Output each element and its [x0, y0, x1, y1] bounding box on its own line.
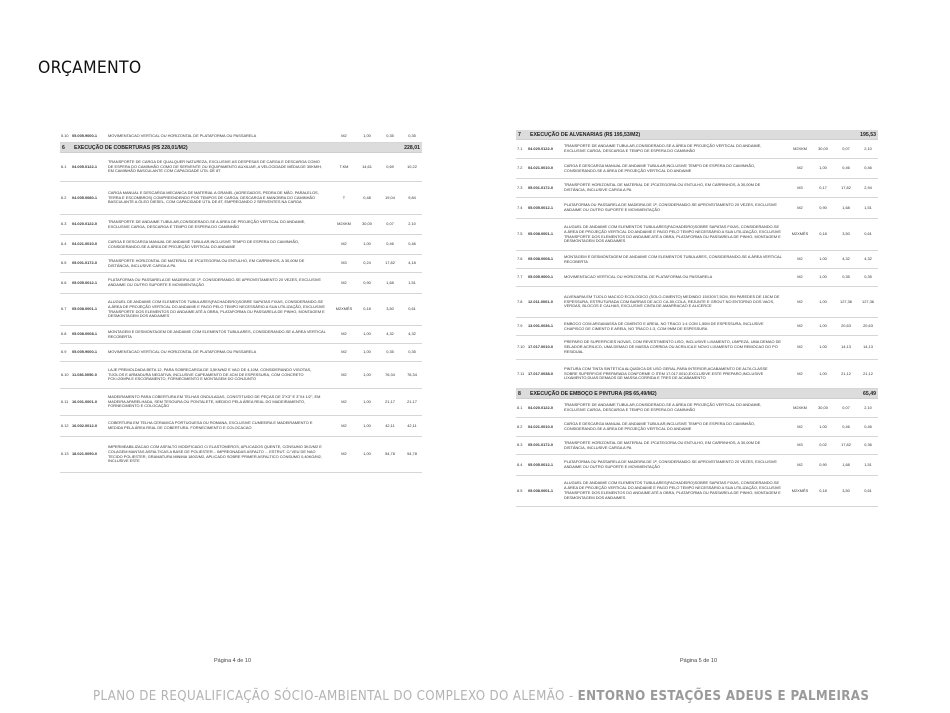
item-unit: M3: [341, 260, 347, 266]
table-row: [516, 336, 878, 360]
section-title: EXECUÇÃO DE COBERTURAS (R$ 228,01/M2): [74, 144, 188, 151]
table-row: [516, 399, 878, 418]
item-total: 2,10: [864, 145, 872, 151]
item-description: CARGA E DESCARGA MANUAL DE ANDAIME TUBULAR,INCLUSIVE TEMPO DE ESPERA DO CAMINHÃO, CONSIDERANDO-SE A ÁREA DE PROJEÇÃO VERTICAL DO ANDAIME: [564, 162, 756, 173]
item-code: 05.001.0172-0: [72, 260, 98, 266]
item-code: 05.005.0012-1: [72, 279, 98, 285]
item-description: PLATAFORMA OU PASSARELA DE MADEIRA DE 1ª, CONSIDERANDO-SE APROVEITAMENTO 20 VEZES, EXCLUSIVE ANDAIME OU OUTRO SUPORTE E MOVIMENTAÇÃO: [108, 277, 321, 287]
table-row: [60, 362, 422, 389]
item-description: TRANSPORTE HORIZONTAL DE MATERIAL DE 1ªCATEGORIA OU ENTULHO, EM CARRINHOS, A 30,00M DE DISTÂNCIA, INCLUSIVE CARGA A PA: [564, 182, 761, 192]
item-unit: T: [342, 194, 346, 200]
item-unit: M3: [797, 184, 803, 190]
item-total: 1,51: [864, 461, 872, 467]
item-unit-price: 1,68: [386, 279, 394, 285]
item-unit: M2: [341, 422, 347, 428]
table-rows-section-8: [516, 399, 878, 507]
table-row: [516, 140, 878, 159]
item-unit-price: 0,35: [386, 132, 394, 138]
table-row: [516, 418, 878, 437]
item-code: 04.020.0122-0: [528, 145, 554, 151]
item-total: 4,32: [408, 331, 416, 337]
item-code: 16.001.0001-0: [72, 398, 98, 404]
item-number: 8.5: [517, 487, 523, 493]
item-description: IMPERMEABILIZACAO COM ASFALTO MODIFICADO C/ ELASTOMEROS, APLICADOS QUENTE, CONSUMO 3KG/M2 E COLAGEM MANTAS ASFALTICAS A BASE DE POLIESTER... IMPREGNADAS ASFALTO ... ESTRUT. C/ VEU DE NAO TECIDO POLIESTER, GRAMATURA MINIMA 180G/M2, APLICADO SOBRE PRIMER ASFALTICO CONSUMO 0,40KG/M2, INCLUSIVE ESTE: [108, 443, 322, 464]
item-unit: M2XMÊS: [791, 487, 809, 493]
table-row: [60, 344, 422, 362]
item-total: 0,46: [408, 241, 416, 247]
item-total: 2,10: [864, 404, 872, 410]
item-description: TRANSPORTE HORIZONTAL DE MATERIAL DE 1ªCATEGORIA OU ENTULHO, EM CARRINHOS, A 30,00M DE DISTÂNCIA, INCLUSIVE CARGA A PA: [108, 257, 305, 268]
item-quantity: 0,18: [819, 231, 827, 237]
table-row: [60, 416, 422, 437]
section-title: EXECUÇÃO DE ALVENARIAS (R$ 195,53/M2): [530, 131, 641, 138]
item-unit-price: 3,50: [386, 306, 394, 312]
item-number: 7.8: [517, 298, 523, 304]
item-total: 21,12: [863, 370, 873, 376]
item-unit: M2: [797, 165, 803, 171]
section-header-8: [516, 389, 878, 399]
item-unit-price: 1,68: [842, 461, 850, 467]
page-title: ORÇAMENTO: [38, 58, 142, 78]
item-quantity: 0,02: [819, 442, 827, 448]
item-unit-price: 0,07: [386, 221, 394, 227]
item-code: 04.021.0010-0: [528, 165, 554, 171]
item-unit-price: 3,50: [842, 231, 850, 237]
table-row: [60, 326, 422, 344]
footer-prefix: PLANO DE REQUALIFICAÇÃO SÓCIO-AMBIENTAL DO COMPLEXO DO ALEMÃO -: [93, 688, 578, 704]
item-description: ALUGUEL DE ANDAIME COM ELEMENTOS TUBULARES(FACHADEIRO)SOBRE SAPATAS FIXAS, CONSIDERANDO-SE A ÁREA DE PROJEÇÃO VERTICAL DO ANDAIME E PAGO PELO TEMPO NECESSÁRIO A SUA UTILIZAÇÃO, EXCLUSIVE TRANSPORTE DOS ELEMENTOS DO ANDAIME ATÉ A OBRA, PLATAFORMA OU PASSARELA DE PINHO, MONTAGEM E DESMONTAGEM DOS ANDAIMES: [564, 223, 781, 244]
item-quantity: 1,00: [363, 371, 371, 377]
item-unit-price: 0,35: [386, 349, 394, 355]
item-unit-price: 0,35: [842, 274, 850, 280]
item-total: 0,46: [864, 423, 872, 429]
item-total: 20,63: [863, 323, 873, 329]
item-code: 05.005.9000-1: [528, 274, 554, 280]
section-number: 8: [518, 390, 521, 397]
item-number: 8.1: [517, 404, 523, 410]
section-total: 228,01: [404, 144, 420, 151]
item-number: 6.6: [61, 279, 67, 285]
table-row: [516, 159, 878, 179]
item-unit-price: 20,63: [841, 323, 851, 329]
table-rows-top: [60, 130, 422, 143]
item-unit-price: 54,78: [385, 451, 395, 457]
item-unit: M2: [341, 398, 347, 404]
item-code: 13.001.0036-1: [528, 323, 554, 329]
item-code: 05.005.9000-1: [72, 132, 98, 138]
item-unit: M2: [341, 241, 347, 247]
item-quantity: 0,90: [819, 204, 827, 210]
item-unit: M2XKM: [793, 145, 807, 151]
item-number: 6.4: [61, 241, 67, 247]
item-description: EMBOCO COM ARGAMASSA DE CIMENTO E AREIA, NO TRACO 1:4 COM 1,50M DE ESPESSURA, INCLUSIVE CHAPISCO DE CIMENTO E AREIA, NO TRACO 1:3, COM 9MM DE ESPESSURA: [564, 320, 764, 331]
item-total: 0,61: [408, 306, 416, 312]
item-number: 8.2: [517, 423, 523, 429]
item-quantity: 1,00: [363, 422, 371, 428]
item-code: 05.005.0012-1: [528, 204, 554, 210]
item-unit: M2: [797, 204, 803, 210]
item-number: 8.3: [517, 442, 523, 448]
item-number: 7.4: [517, 204, 523, 210]
item-number: 6.7: [61, 306, 67, 312]
item-description: CARGA MANUAL E DESCARGA MECANICA DE MATERIAL A GRANEL (AGREGADOS, PEDRA DE MÃO, PARALELOS, TERRA E ESCOMBROS) COMPREENDENDO POS TEMPOS DE CARGA, DESCARGA E MANOBRA DO CAMINHÃO BASCULANTE A ÓLEO DIESEL, COM CAPACIDADE ÚTIL DE 8T, EMPREGANDO 2 SERVENTES NA CARGA: [108, 189, 319, 205]
item-number: 6.3: [61, 221, 67, 227]
item-number: 6.5: [61, 260, 67, 266]
table-row: [60, 437, 422, 473]
item-description: ALUGUEL DE ANDAIME COM ELEMENTOS TUBULARES(FACHADEIRO)SOBRE SAPATAS FIXAS, CONSIDERANDO-SE A ÁREA DE PROJEÇÃO VERTICAL DO ANDAIME E PAGO PELO TEMPO NECESSÁRIO A SUA UTILIZAÇÃO, EXCLUSIVE TRANSPORTE DOS ELEMENTOS DO ANDAIME ATÉ A OBRA, PLATAFORMA OU PASSARELA DE PINHO, MONTAGEM E DESMONTAGEM DOS ANDAIMES: [108, 298, 325, 319]
item-code: 05.008.0008-1: [528, 256, 554, 262]
item-total: 2,94: [864, 184, 872, 190]
item-number: 7.1: [517, 145, 523, 151]
item-code: 04.005.0080-1: [72, 194, 98, 200]
item-description: PLATAFORMA OU PASSARELA DE MADEIRA DE 1ª, CONSIDERANDO-SE APROVEITAMENTO 20 VEZES, EXCLUSIVE ANDAIME OU OUTRO SUPORTE E MOVIMENTAÇÃO: [564, 459, 777, 469]
table-rows-section-6: [60, 153, 422, 473]
item-quantity: 1,00: [819, 423, 827, 429]
item-unit-price: 17,82: [841, 184, 851, 190]
item-unit: M2: [341, 371, 347, 377]
item-total: 9,84: [408, 194, 416, 200]
item-unit-price: 17,82: [841, 442, 851, 448]
table-row: [516, 179, 878, 198]
table-row: [516, 318, 878, 336]
table-row: [60, 182, 422, 215]
item-unit-price: 76,34: [385, 371, 395, 377]
item-quantity: 0,18: [363, 306, 371, 312]
item-unit-price: 0,69: [386, 163, 394, 169]
table-row: [516, 476, 878, 507]
item-code: 05.005.0012-1: [528, 461, 554, 467]
item-total: 0,35: [408, 349, 416, 355]
table-row: [516, 219, 878, 251]
item-description: LAJE PREMOLDADA BETA 12, PARA SOBRECARGA DE 3,5KN/M2 E VAO DE 4,10M, CONSIDERANDO VIGOTAS, TIJOLOS E ARMADURA NEGATIVA, INCLUSIVE CAPEAMENTO DE 4CM DE ESPESSURA, COM CONCRETO FCK=20MPA E ESCORAMENTO, FORNECIMENTO E MONTAGEM DO CONJUNTO: [108, 366, 312, 382]
item-total: 0,61: [864, 231, 872, 237]
item-quantity: 0,48: [363, 194, 371, 200]
item-unit: M2: [341, 132, 347, 138]
item-unit-price: 127,36: [840, 298, 852, 304]
item-quantity: 1,00: [819, 165, 827, 171]
table-row: [60, 235, 422, 255]
item-quantity: 1,00: [819, 298, 827, 304]
item-number: 6.2: [61, 194, 67, 200]
section-total: 65,49: [863, 390, 876, 397]
item-unit-price: 21,17: [385, 398, 395, 404]
item-code: 05.005.9000-1: [72, 349, 98, 355]
item-description: ALVENARIA EM TIJOLO MACICO ECOLOGICO (SOLO-CIMENTO) MEDINDO 15X30X7,5CM, EM PAREDES DE 15CM DE ESPESSURA, ESTRUTURADA COM BARRAS DE ACO CA-50,COLA, REJUNTE E GROUT NO ENTORNO DOS VAOS, VERGAS, BLOCOS E CALHAS, EXCLUSIVE CINTA DE AMARRACAO E ALICERCE: [564, 293, 780, 309]
item-number: 7.11: [517, 370, 525, 376]
item-number: 6.11: [61, 398, 69, 404]
item-unit: M2: [797, 370, 803, 376]
item-quantity: 1,00: [363, 451, 371, 457]
item-description: MADEIRAMENTO PARA COBERTURA EM TELHAS ONDULADAS, CONSTITUIDO DE PEÇAS DE 3"X3" E 3"X4 1/2", EM MADEIRA APARELHADA, SEM TESOURA OU PONTALETE, MEDIDO PELA ÁREA REAL DO MADEIRAMENTO, FORNECIMENTO E COLOCAÇÃO: [108, 393, 321, 409]
item-description: TRANSPORTE DE ANDAIME TUBULAR,CONSIDERADO-SE A ÁREA DE PROJEÇÃO VERTICAL DO ANDAIME, EXCLUSIVE CARGA, DESCARGA E TEMPO DE ESPERA DO CAMINHÃO: [564, 402, 762, 412]
item-unit-price: 0,07: [842, 404, 850, 410]
item-description: PLATAFORMA OU PASSARELA DE MADEIRA DE 1ª, CONSIDERANDO-SE APROVEITAMENTO 20 VEZES, EXCLUSIVE ANDAIME OU OUTRO SUPORTE E MOVIMENTAÇÃO: [564, 202, 777, 212]
footer-banner: [93, 688, 870, 704]
item-description: CARGA E DESCARGA MANUAL DE ANDAIME TUBULAR,INCLUSIVE TEMPO DE ESPERA DO CAMINHÃO, CONSIDERANDO-SE A ÁREA DE PROJEÇÃO VERTICAL DO ANDAIME: [108, 238, 300, 249]
item-number: 5.10: [61, 132, 69, 138]
item-number: 6.1: [61, 163, 67, 169]
item-total: 2,10: [408, 221, 416, 227]
item-code: 05.008.0008-1: [72, 331, 98, 337]
item-description: MONTAGEM E DESMONTAGEM DE ANDAIME COM ELEMENTOS TUBULARES, CONSIDERANDO-SE A ÁREA VERTICAL RECOBERTA: [108, 328, 326, 339]
item-code: 16.002.0012-0: [72, 422, 98, 428]
item-quantity: 1,00: [819, 274, 827, 280]
item-unit: M2: [797, 423, 803, 429]
item-number: 8.4: [517, 461, 523, 467]
section-number: 6: [62, 144, 65, 151]
item-code: 04.021.0010-0: [528, 423, 554, 429]
item-quantity: 30,00: [818, 404, 828, 410]
item-unit: M2: [797, 461, 803, 467]
item-unit: M2XMÊS: [791, 231, 809, 237]
item-description: TRANSPORTE DE CARGA DE QUALQUER NATUREZA, EXCLUSIVE AS DESPESAS DE CARGA E DESCARGA COMO DE ESPERA DO CAMINHÃO COMO DE SERVENTE OU EQUIPAMENTO AUXILIAR, A VELOCIDADE MÉDIA DE 30KM/H, EM CAMINHÃO BASCULANTE COM CAPACIDADE ÚTIL DE 8T: [108, 158, 323, 174]
item-unit: M2: [797, 323, 803, 329]
item-description: TRANSPORTE HORIZONTAL DE MATERIAL DE 1ªCATEGORIA OU ENTULHO, EM CARRINHOS, A 30,00M DE DISTÂNCIA, INCLUSIVE CARGA A PA: [564, 439, 761, 450]
item-total: 0,35: [864, 274, 872, 280]
item-total: 1,51: [864, 204, 872, 210]
item-number: 6.9: [61, 349, 67, 355]
item-quantity: 30,00: [818, 145, 828, 151]
budget-table-page-5: [516, 130, 878, 507]
item-unit-price: 3,50: [842, 487, 850, 493]
item-unit: M3: [797, 442, 803, 448]
item-quantity: 0,24: [363, 260, 371, 266]
item-number: 7.3: [517, 184, 523, 190]
table-row: [60, 294, 422, 326]
item-unit-price: 0,46: [842, 165, 850, 171]
item-unit: M2: [797, 274, 803, 280]
item-quantity: 1,00: [363, 132, 371, 138]
item-number: 7.9: [517, 323, 523, 329]
item-unit: M2: [797, 256, 803, 262]
section-header-6: [60, 143, 422, 153]
item-unit: M2: [797, 344, 803, 350]
item-description: CARGA E DESCARGA MANUAL DE ANDAIME TUBULAR,INCLUSIVE TEMPO DE ESPERA DO CAMINHÃO, CONSIDERANDO-SE A ÁREA DE PROJEÇÃO VERTICAL DO ANDAIME: [564, 421, 756, 431]
item-quantity: 0,18: [819, 487, 827, 493]
table-row: [60, 130, 422, 143]
item-total: 4,32: [864, 256, 872, 262]
item-unit: M2: [341, 349, 347, 355]
table-row: [60, 255, 422, 273]
item-unit-price: 0,46: [386, 241, 394, 247]
item-unit: M2: [341, 331, 347, 337]
item-total: 0,46: [864, 165, 872, 171]
item-unit: M2: [341, 279, 347, 285]
section-number: 7: [518, 131, 521, 138]
item-description: COBERTURA EM TELHA CERAMICA PORTUGUESA OU ROMANA, EXCLUSIVE CUMEEIRA E MADEIRAMENTO E MEDIDA PELA ÁREA REAL DE COBERTURA. FORNECIMENTO E COLOCACAO: [108, 420, 313, 430]
item-number: 7.10: [517, 344, 525, 350]
item-number: 6.10: [61, 371, 69, 377]
item-description: MOVIMENTACAO VERTICAL OU HORIZONTAL DE PLATAFORMA OU PASSARELA: [108, 132, 257, 138]
item-description: MONTAGEM E DESMONTAGEM DE ANDAIME COM ELEMENTOS TUBULARES, CONSIDERANDO-SE A ÁREA VERTICAL RECOBERTA: [564, 253, 782, 264]
item-quantity: 0,17: [819, 184, 827, 190]
item-code: 12.011.0001-0: [528, 298, 553, 304]
item-unit: M2XKM: [793, 404, 807, 410]
item-total: 14,13: [863, 344, 873, 350]
item-description: ALUGUEL DE ANDAIME COM ELEMENTOS TUBULARES(FACHADEIRO)SOBRE SAPATAS FIXAS, CONSIDERANDO-SE A ÁREA DE PROJEÇÃO VERTICAL DO ANDAIME E PAGO PELO TEMPO NECESSÁRIO A SUA UTILIZAÇÃO, EXCLUSIVE TRANSPORTE DOS ELEMENTOS DO ANDAIME ATÉ A OBRA, PLATAFORMA OU PASSARELA DE PINHO, MONTAGEM E DESMONTAGEM DOS ANDAIMES: [564, 480, 781, 500]
item-unit-price: 42,11: [385, 422, 395, 428]
item-quantity: 30,00: [362, 221, 372, 227]
item-total: 1,51: [408, 279, 416, 285]
item-quantity: 1,00: [819, 323, 827, 329]
item-number: 7.7: [517, 274, 523, 280]
item-total: 10,22: [407, 163, 417, 169]
item-unit-price: 4,32: [842, 256, 850, 262]
item-code: 18.021.0090-0: [72, 451, 98, 457]
item-unit-price: 21,12: [841, 370, 851, 376]
item-quantity: 1,00: [819, 370, 827, 376]
footer-emphasis: ENTORNO ESTAÇÕES ADEUS E PALMEIRAS: [577, 688, 870, 704]
page-number-5: Página 5 de 10: [680, 658, 718, 664]
item-total: 76,34: [407, 371, 417, 377]
budget-table-page-4: [60, 130, 422, 473]
table-row: [516, 251, 878, 269]
item-quantity: 1,00: [819, 256, 827, 262]
table-rows-section-7: [516, 140, 878, 389]
item-unit-price: 19,04: [385, 194, 395, 200]
item-total: 0,36: [864, 442, 872, 448]
item-quantity: 1,00: [363, 349, 371, 355]
item-total: 42,11: [407, 422, 417, 428]
item-unit-price: 17,82: [385, 260, 395, 266]
item-unit-price: 0,46: [842, 423, 850, 429]
item-total: 127,36: [862, 298, 874, 304]
item-code: 05.008.0001-1: [528, 231, 554, 237]
item-number: 6.13: [61, 451, 69, 457]
item-quantity: 1,00: [363, 398, 371, 404]
item-description: PINTURA COM TINTA SINTETICA ALQUIDICA DE USO GERAL,PARA INTERIOR,ACABAMENTO DE ALTA CLASSE SOBRE SUPERFICIE PREPARADA CONFORME O ITEM 17.017.0010,EXCLUSIVE ESTE PREPARO,INCLUSIVE LIXAMENTO,DUAS DEMAOS DE MASSA CORRIDA E TRES DE ACABAMENTO: [564, 365, 768, 381]
table-row: [60, 215, 422, 235]
item-description: MOVIMENTACAO VERTICAL OU HORIZONTAL DE PLATAFORMA OU PASSARELA: [108, 349, 257, 355]
item-number: 7.2: [517, 165, 523, 171]
item-unit: M2XKM: [337, 221, 351, 227]
item-unit-price: 1,68: [842, 204, 850, 210]
item-code: 05.001.0172-0: [528, 442, 554, 448]
table-row: [516, 287, 878, 318]
table-row: [516, 360, 878, 389]
item-unit-price: 0,07: [842, 145, 850, 151]
item-quantity: 1,00: [363, 331, 371, 337]
section-title: EXECUÇÃO DE EMBOÇO E PINTURA (R$ 65,49/M2): [530, 390, 657, 397]
item-quantity: 1,00: [363, 241, 371, 247]
item-quantity: 1,00: [819, 344, 827, 350]
item-number: 6.8: [61, 331, 67, 337]
item-quantity: 0,90: [819, 461, 827, 467]
item-total: 0,61: [864, 487, 872, 493]
item-description: PREPARO DE SUPERFICIES NOVAS, COM REVESTIMENTO LISO, INCLUSIVE LIXAMENTO, LIMPEZA, UMA DEMAO DE SELADOR ACRILICO, UMA DEMAO DE MASSA CORRIDA OU ACRILICA E NOVO LIXAMENTO COM REMOCAO DO PO RESIDUAL: [564, 339, 781, 354]
item-quantity: 0,90: [363, 279, 371, 285]
item-unit: M2: [341, 451, 347, 457]
table-row: [516, 455, 878, 476]
section-header-7: [516, 130, 878, 140]
item-number: 7.6: [517, 256, 523, 262]
item-code: 04.020.0122-0: [72, 221, 98, 227]
item-total: 4,18: [408, 260, 416, 266]
item-total: 0,35: [408, 132, 416, 138]
item-code: 05.001.0172-0: [528, 184, 554, 190]
item-description: MOVIMENTACAO VERTICAL OU HORIZONTAL DE PLATAFORMA OU PASSARELA: [564, 274, 713, 280]
item-description: TRANSPORTE DE ANDAIME TUBULAR,CONSIDERADO-SE A ÁREA DE PROJEÇÃO VERTICAL DO ANDAIME, EXCLUSIVE CARGA, DESCARGA E TEMPO DE ESPERA DO CAMINHÃO: [108, 218, 306, 229]
item-code: 11.036.0050-0: [72, 371, 97, 377]
item-unit: T.KM: [339, 163, 349, 169]
item-code: 05.008.0001-1: [528, 487, 554, 493]
item-total: 21,17: [407, 398, 417, 404]
page-number-4: Página 4 de 10: [214, 658, 252, 664]
item-number: 6.12: [61, 422, 69, 428]
table-row: [60, 389, 422, 416]
item-code: 05.008.0001-1: [72, 306, 98, 312]
item-code: 04.020.0122-0: [528, 404, 554, 410]
item-description: TRANSPORTE DE ANDAIME TUBULAR,CONSIDERADO-SE A ÁREA DE PROJEÇÃO VERTICAL DO ANDAIME, EXCLUSIVE CARGA, DESCARGA E TEMPO DE ESPERA DO CAMINHÃO: [564, 143, 762, 153]
table-row: [60, 273, 422, 294]
item-code: 17.017.0038-0: [528, 370, 554, 376]
item-unit: M2XMÊS: [335, 306, 353, 312]
item-unit-price: 4,32: [386, 331, 394, 337]
section-total: 195,53: [860, 131, 876, 138]
table-row: [60, 153, 422, 182]
item-code: 04.021.0010-0: [72, 241, 98, 247]
item-total: 54,78: [407, 451, 417, 457]
table-row: [516, 437, 878, 455]
table-row: [516, 198, 878, 219]
item-code: 17.017.0010-0: [528, 344, 554, 350]
table-row: [516, 269, 878, 287]
item-quantity: 14,61: [362, 163, 372, 169]
item-unit: M2: [797, 298, 803, 304]
item-code: 04.005.0122-1: [72, 163, 98, 169]
item-unit-price: 14,13: [841, 344, 851, 350]
item-number: 7.5: [517, 231, 523, 237]
